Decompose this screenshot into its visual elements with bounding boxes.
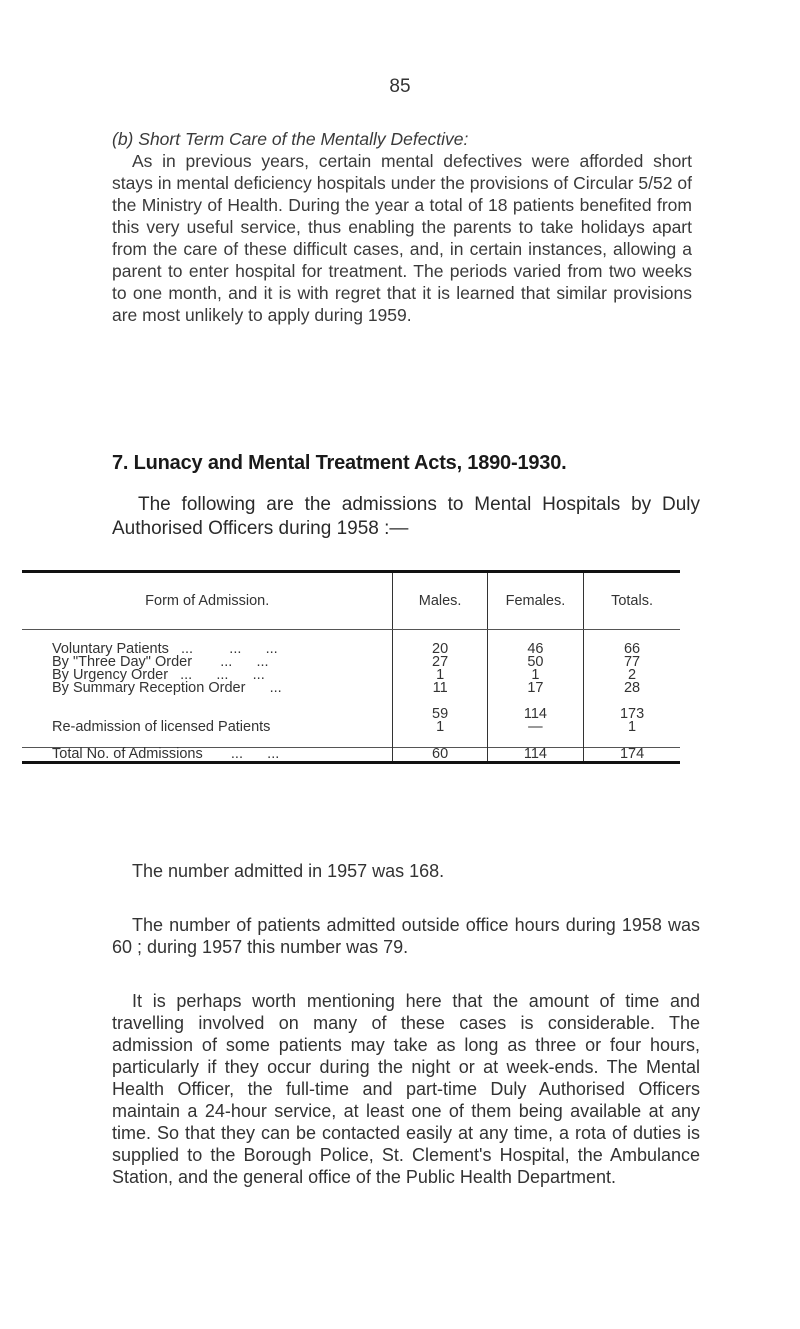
section-b-short-term-care: [112, 128, 692, 326]
header-females: Females.: [487, 572, 583, 630]
row-label: By Summary Reception Order ...: [52, 680, 282, 696]
row-females: 50: [487, 656, 583, 669]
readmission-males: 1: [393, 721, 487, 734]
section-7-heading: 7. Lunacy and Mental Treatment Acts, 1890-1930.: [112, 452, 567, 474]
total-label: Total No. of Admissions ... ...: [22, 748, 393, 763]
row-males: 27: [393, 656, 487, 669]
page-number: 85: [389, 76, 411, 97]
paragraph-outside-hours: The number of patients admitted outside office hours during 1958 was 60 ; during 1957 this number was 79.: [112, 915, 700, 957]
header-totals: Totals.: [584, 572, 680, 630]
row-label: By Urgency Order ... ... ...: [52, 667, 265, 683]
section-b-prefix: (b): [112, 129, 134, 149]
subtotal-totals: 173: [584, 708, 680, 721]
readmission-totals: 1: [584, 721, 680, 734]
row-totals: 66: [584, 643, 680, 656]
row-males: 1: [393, 669, 487, 682]
subtotal-males: 59: [393, 708, 487, 721]
row-males: 11: [393, 682, 487, 695]
header-form-of-admission: Form of Admission.: [22, 572, 393, 630]
row-females: 46: [487, 643, 583, 656]
table-row: [22, 682, 680, 695]
row-totals: 77: [584, 656, 680, 669]
total-totals: 174: [584, 748, 680, 763]
subtotal-females: 114: [487, 708, 583, 721]
header-males: Males.: [393, 572, 487, 630]
total-females: 114: [487, 748, 583, 763]
section-b-title: Short Term Care of the Mentally Defective:: [138, 129, 469, 149]
total-males: 60: [393, 748, 487, 763]
readmission-label: Re-admission of licensed Patients: [52, 719, 271, 735]
section-b-heading: [112, 128, 692, 150]
readmission-females: —: [487, 721, 583, 734]
row-females: 1: [487, 669, 583, 682]
row-totals: 2: [584, 669, 680, 682]
admissions-table: [22, 570, 680, 764]
paragraph-time-and-travelling: It is perhaps worth mentioning here that the amount of time and travelling involved on many of these cases is considerable. The admission of some patients may take as long as three or four hours, particularly if they occur during the night or at week-ends. The Mental Health Officer, the full-time and part-time Duly Authorised Officers maintain a 24-hour service, at least one of them being available at any time. So that they can be contacted easily at any time, a rota of duties is supplied to the Borough Police, St. Clement's Hospital, the Ambulance Station, and the general office of the Public Health Department.: [112, 991, 700, 1187]
paragraph-1957-admissions: The number admitted in 1957 was 168.: [132, 861, 445, 881]
section-7-intro: The following are the admissions to Mental Hospitals by Duly Authorised Officers during 1958 :—: [112, 494, 700, 539]
row-females: 17: [487, 682, 583, 695]
section-b-body: As in previous years, certain mental defectives were afforded short stays in mental deficiency hospitals under the provisions of Circular 5/52 of the Ministry of Health. During the year a total of 18 patients benefited from this very useful service, thus enabling the parents to take holidays apart from the care of these difficult cases, and, in certain instances, allowing a parent to enter hospital for treatment. The periods varied from two weeks to one month, and it is with regret that it is learned that similar provisions are most unlikely to apply during 1959.: [112, 151, 692, 325]
row-label: By "Three Day" Order ... ...: [52, 654, 269, 670]
row-label: Voluntary Patients ... ... ...: [52, 641, 278, 657]
total-row: [22, 748, 680, 763]
row-totals: 28: [584, 682, 680, 695]
readmission-row: [22, 721, 680, 734]
row-males: 20: [393, 643, 487, 656]
table-header-row: [22, 572, 680, 630]
